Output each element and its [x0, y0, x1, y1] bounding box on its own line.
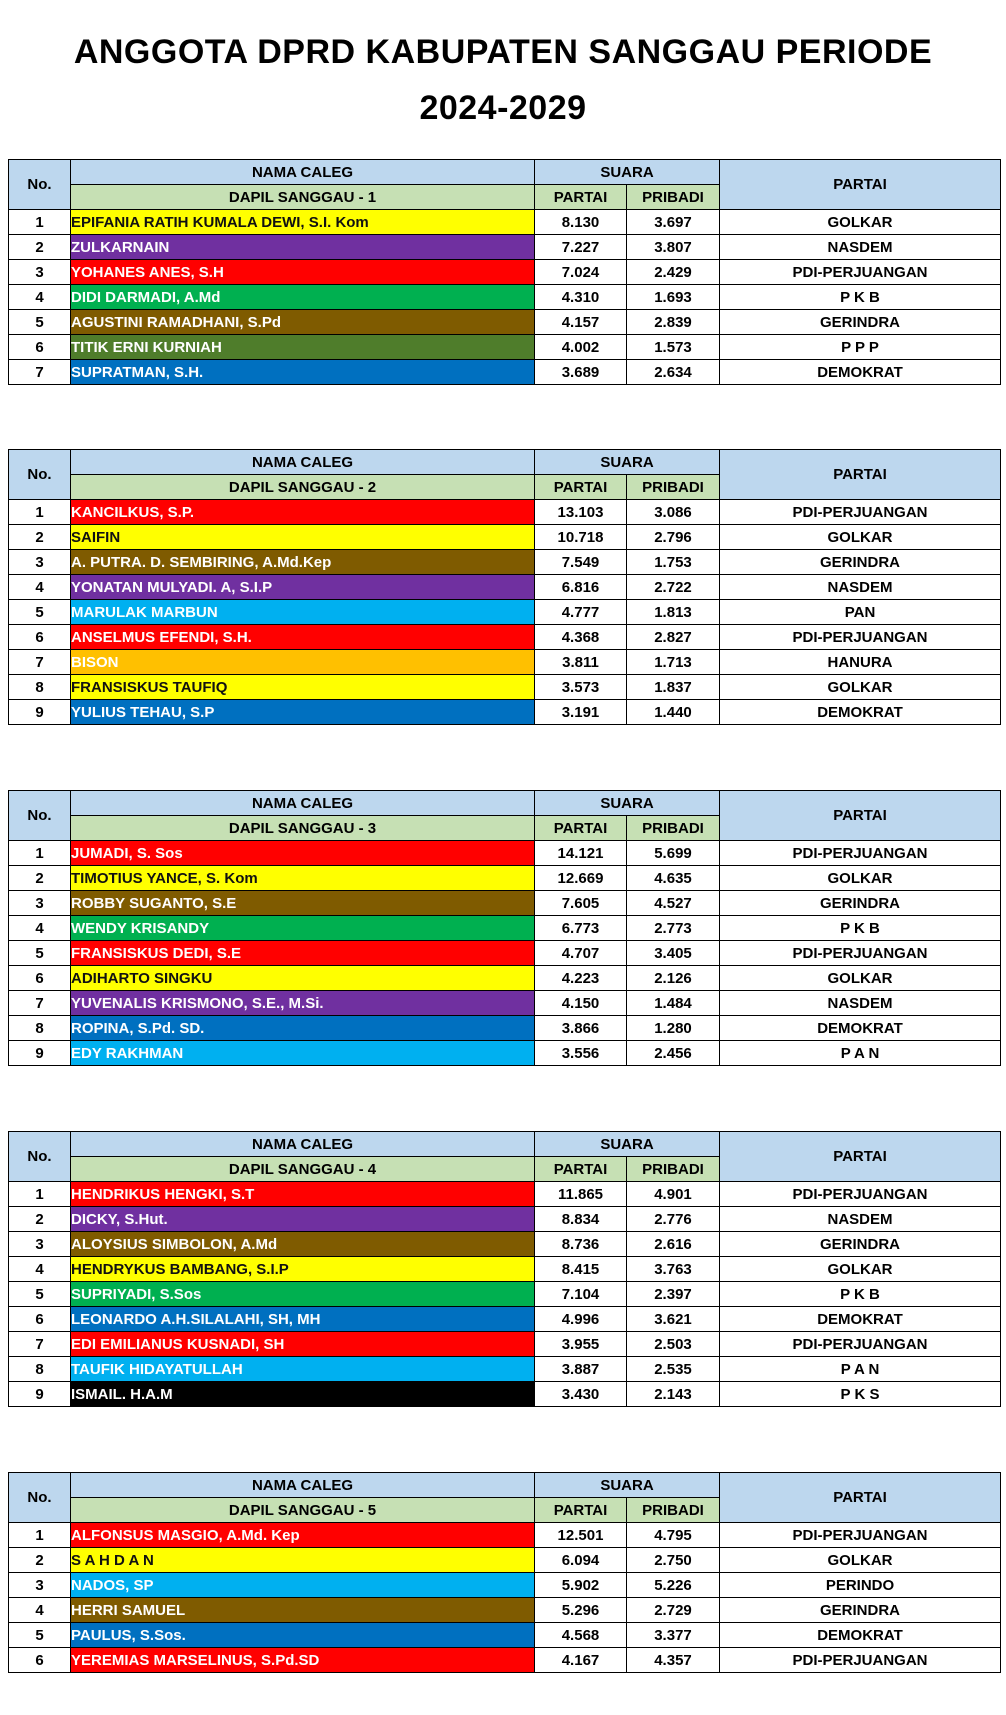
party-name: GOLKAR	[720, 675, 1001, 700]
candidate-name: BISON	[71, 650, 535, 675]
votes-pribadi: 2.796	[627, 525, 720, 550]
header-partai: PARTAI	[720, 160, 1001, 210]
votes-pribadi: 1.484	[627, 991, 720, 1016]
votes-partai: 5.902	[535, 1573, 627, 1598]
votes-partai: 3.689	[535, 360, 627, 385]
table-row	[9, 1548, 1001, 1573]
candidate-name: EPIFANIA RATIH KUMALA DEWI, S.I. Kom	[71, 210, 535, 235]
party-name: NASDEM	[720, 575, 1001, 600]
table-row	[9, 360, 1001, 385]
header-suara-partai: PARTAI	[535, 1157, 627, 1182]
row-number: 2	[9, 525, 71, 550]
votes-pribadi: 1.813	[627, 600, 720, 625]
row-number: 7	[9, 360, 71, 385]
candidate-name: AGUSTINI RAMADHANI, S.Pd	[71, 310, 535, 335]
votes-partai: 4.002	[535, 335, 627, 360]
votes-pribadi: 2.143	[627, 1382, 720, 1407]
party-name: DEMOKRAT	[720, 700, 1001, 725]
row-number: 1	[9, 210, 71, 235]
votes-pribadi: 1.753	[627, 550, 720, 575]
party-name: GOLKAR	[720, 525, 1001, 550]
votes-pribadi: 1.573	[627, 335, 720, 360]
candidate-name: SAIFIN	[71, 525, 535, 550]
row-number: 6	[9, 1648, 71, 1673]
party-name: PERINDO	[720, 1573, 1001, 1598]
header-nama-caleg: NAMA CALEG	[71, 160, 535, 185]
votes-pribadi: 4.527	[627, 891, 720, 916]
dapil-table	[8, 1472, 1001, 1673]
party-name: P A N	[720, 1357, 1001, 1382]
header-suara-pribadi: PRIBADI	[627, 1157, 720, 1182]
votes-pribadi: 1.837	[627, 675, 720, 700]
row-number: 5	[9, 600, 71, 625]
table-row	[9, 210, 1001, 235]
votes-pribadi: 1.280	[627, 1016, 720, 1041]
votes-partai: 8.834	[535, 1207, 627, 1232]
table-row	[9, 525, 1001, 550]
party-name: P K B	[720, 1282, 1001, 1307]
table-row	[9, 235, 1001, 260]
table-row	[9, 1357, 1001, 1382]
table-row	[9, 335, 1001, 360]
row-number: 8	[9, 1357, 71, 1382]
votes-partai: 4.568	[535, 1623, 627, 1648]
party-name: P K S	[720, 1382, 1001, 1407]
votes-pribadi: 2.773	[627, 916, 720, 941]
header-partai: PARTAI	[720, 791, 1001, 841]
header-partai: PARTAI	[720, 1132, 1001, 1182]
table-row	[9, 310, 1001, 335]
row-number: 2	[9, 1548, 71, 1573]
table-row	[9, 260, 1001, 285]
header-suara-partai: PARTAI	[535, 475, 627, 500]
row-number: 6	[9, 966, 71, 991]
candidate-name: NADOS, SP	[71, 1573, 535, 1598]
votes-partai: 4.150	[535, 991, 627, 1016]
votes-partai: 7.024	[535, 260, 627, 285]
votes-partai: 4.167	[535, 1648, 627, 1673]
table-row	[9, 1523, 1001, 1548]
candidate-name: YONATAN MULYADI. A, S.I.P	[71, 575, 535, 600]
votes-partai: 5.296	[535, 1598, 627, 1623]
votes-partai: 12.669	[535, 866, 627, 891]
table-row	[9, 1016, 1001, 1041]
party-name: PDI-PERJUANGAN	[720, 260, 1001, 285]
header-suara: SUARA	[535, 791, 720, 816]
party-name: PAN	[720, 600, 1001, 625]
votes-pribadi: 4.635	[627, 866, 720, 891]
row-number: 3	[9, 1573, 71, 1598]
row-number: 9	[9, 700, 71, 725]
table-row	[9, 1623, 1001, 1648]
row-number: 2	[9, 866, 71, 891]
votes-partai: 6.773	[535, 916, 627, 941]
row-number: 5	[9, 1623, 71, 1648]
table-row	[9, 285, 1001, 310]
votes-pribadi: 2.634	[627, 360, 720, 385]
candidate-name: ISMAIL. H.A.M	[71, 1382, 535, 1407]
votes-partai: 13.103	[535, 500, 627, 525]
votes-partai: 7.549	[535, 550, 627, 575]
candidate-name: YULIUS TEHAU, S.P	[71, 700, 535, 725]
candidate-name: FRANSISKUS DEDI, S.E	[71, 941, 535, 966]
header-no: No.	[9, 1132, 71, 1182]
table-row	[9, 966, 1001, 991]
row-number: 7	[9, 1332, 71, 1357]
votes-partai: 7.104	[535, 1282, 627, 1307]
votes-partai: 14.121	[535, 841, 627, 866]
votes-partai: 7.605	[535, 891, 627, 916]
table-row	[9, 841, 1001, 866]
votes-partai: 4.777	[535, 600, 627, 625]
votes-pribadi: 2.429	[627, 260, 720, 285]
party-name: PDI-PERJUANGAN	[720, 941, 1001, 966]
party-name: P P P	[720, 335, 1001, 360]
votes-pribadi: 2.616	[627, 1232, 720, 1257]
votes-partai: 8.130	[535, 210, 627, 235]
title-line-1: ANGGOTA DPRD KABUPATEN SANGGAU PERIODE	[73, 33, 933, 71]
dapil-table	[8, 449, 1001, 725]
candidate-name: TAUFIK HIDAYATULLAH	[71, 1357, 535, 1382]
votes-pribadi: 5.699	[627, 841, 720, 866]
table-row	[9, 1232, 1001, 1257]
table-row	[9, 941, 1001, 966]
page-title	[0, 0, 1006, 136]
table-row	[9, 1041, 1001, 1066]
row-number: 8	[9, 675, 71, 700]
row-number: 2	[9, 235, 71, 260]
party-name: PDI-PERJUANGAN	[720, 841, 1001, 866]
candidate-name: EDY RAKHMAN	[71, 1041, 535, 1066]
votes-pribadi: 4.357	[627, 1648, 720, 1673]
header-nama-caleg: NAMA CALEG	[71, 791, 535, 816]
votes-pribadi: 3.405	[627, 941, 720, 966]
header-no: No.	[9, 1473, 71, 1523]
party-name: P K B	[720, 285, 1001, 310]
candidate-name: ROBBY SUGANTO, S.E	[71, 891, 535, 916]
dapil-label: DAPIL SANGGAU - 1	[71, 185, 535, 210]
votes-partai: 10.718	[535, 525, 627, 550]
header-suara-pribadi: PRIBADI	[627, 185, 720, 210]
votes-pribadi: 4.901	[627, 1182, 720, 1207]
votes-pribadi: 5.226	[627, 1573, 720, 1598]
row-number: 4	[9, 285, 71, 310]
header-no: No.	[9, 791, 71, 841]
votes-pribadi: 2.729	[627, 1598, 720, 1623]
candidate-name: MARULAK MARBUN	[71, 600, 535, 625]
dapil-label: DAPIL SANGGAU - 5	[71, 1498, 535, 1523]
votes-partai: 3.191	[535, 700, 627, 725]
header-suara-partai: PARTAI	[535, 185, 627, 210]
votes-pribadi: 2.839	[627, 310, 720, 335]
table-row	[9, 1573, 1001, 1598]
table-row	[9, 1257, 1001, 1282]
header-suara-partai: PARTAI	[535, 816, 627, 841]
dapil-label: DAPIL SANGGAU - 3	[71, 816, 535, 841]
votes-pribadi: 2.126	[627, 966, 720, 991]
header-nama-caleg: NAMA CALEG	[71, 1473, 535, 1498]
votes-pribadi: 2.397	[627, 1282, 720, 1307]
header-partai: PARTAI	[720, 1473, 1001, 1523]
header-suara: SUARA	[535, 1473, 720, 1498]
candidate-name: ADIHARTO SINGKU	[71, 966, 535, 991]
header-suara-pribadi: PRIBADI	[627, 1498, 720, 1523]
votes-partai: 3.955	[535, 1332, 627, 1357]
table-row	[9, 675, 1001, 700]
candidate-name: KANCILKUS, S.P.	[71, 500, 535, 525]
candidate-name: PAULUS, S.Sos.	[71, 1623, 535, 1648]
candidate-name: S A H D A N	[71, 1548, 535, 1573]
row-number: 1	[9, 500, 71, 525]
votes-pribadi: 3.621	[627, 1307, 720, 1332]
candidate-name: FRANSISKUS TAUFIQ	[71, 675, 535, 700]
party-name: GERINDRA	[720, 550, 1001, 575]
party-name: GERINDRA	[720, 1598, 1001, 1623]
table-row	[9, 650, 1001, 675]
candidate-name: LEONARDO A.H.SILALAHI, SH, MH	[71, 1307, 535, 1332]
candidate-name: ALFONSUS MASGIO, A.Md. Kep	[71, 1523, 535, 1548]
row-number: 6	[9, 625, 71, 650]
header-suara: SUARA	[535, 450, 720, 475]
header-suara-pribadi: PRIBADI	[627, 816, 720, 841]
votes-pribadi: 3.086	[627, 500, 720, 525]
row-number: 6	[9, 1307, 71, 1332]
votes-pribadi: 2.535	[627, 1357, 720, 1382]
votes-partai: 3.866	[535, 1016, 627, 1041]
dapil-table	[8, 159, 1001, 385]
row-number: 2	[9, 1207, 71, 1232]
row-number: 4	[9, 575, 71, 600]
table-row	[9, 891, 1001, 916]
party-name: HANURA	[720, 650, 1001, 675]
table-row	[9, 916, 1001, 941]
row-number: 1	[9, 1182, 71, 1207]
votes-partai: 4.368	[535, 625, 627, 650]
table-row	[9, 1648, 1001, 1673]
row-number: 9	[9, 1382, 71, 1407]
party-name: PDI-PERJUANGAN	[720, 1182, 1001, 1207]
votes-pribadi: 2.722	[627, 575, 720, 600]
header-nama-caleg: NAMA CALEG	[71, 1132, 535, 1157]
votes-partai: 6.094	[535, 1548, 627, 1573]
candidate-name: HERRI SAMUEL	[71, 1598, 535, 1623]
row-number: 8	[9, 1016, 71, 1041]
votes-partai: 3.811	[535, 650, 627, 675]
row-number: 9	[9, 1041, 71, 1066]
table-row	[9, 866, 1001, 891]
party-name: NASDEM	[720, 235, 1001, 260]
table-row	[9, 575, 1001, 600]
votes-pribadi: 3.377	[627, 1623, 720, 1648]
candidate-name: ROPINA, S.Pd. SD.	[71, 1016, 535, 1041]
row-number: 3	[9, 550, 71, 575]
header-partai: PARTAI	[720, 450, 1001, 500]
votes-pribadi: 3.807	[627, 235, 720, 260]
table-row	[9, 1332, 1001, 1357]
votes-partai: 4.310	[535, 285, 627, 310]
votes-partai: 3.573	[535, 675, 627, 700]
table-row	[9, 1307, 1001, 1332]
votes-pribadi: 3.763	[627, 1257, 720, 1282]
header-suara: SUARA	[535, 1132, 720, 1157]
party-name: GOLKAR	[720, 866, 1001, 891]
party-name: GOLKAR	[720, 210, 1001, 235]
party-name: P A N	[720, 1041, 1001, 1066]
row-number: 1	[9, 841, 71, 866]
votes-partai: 7.227	[535, 235, 627, 260]
row-number: 5	[9, 310, 71, 335]
party-name: DEMOKRAT	[720, 360, 1001, 385]
votes-partai: 3.556	[535, 1041, 627, 1066]
table-row	[9, 1207, 1001, 1232]
row-number: 5	[9, 941, 71, 966]
votes-pribadi: 1.713	[627, 650, 720, 675]
candidate-name: YOHANES ANES, S.H	[71, 260, 535, 285]
candidate-name: DIDI DARMADI, A.Md	[71, 285, 535, 310]
table-row	[9, 1382, 1001, 1407]
row-number: 3	[9, 891, 71, 916]
candidate-name: WENDY KRISANDY	[71, 916, 535, 941]
party-name: DEMOKRAT	[720, 1623, 1001, 1648]
row-number: 4	[9, 1257, 71, 1282]
party-name: GERINDRA	[720, 1232, 1001, 1257]
party-name: NASDEM	[720, 991, 1001, 1016]
party-name: GOLKAR	[720, 1548, 1001, 1573]
candidate-name: DICKY, S.Hut.	[71, 1207, 535, 1232]
votes-pribadi: 2.503	[627, 1332, 720, 1357]
party-name: GERINDRA	[720, 891, 1001, 916]
votes-pribadi: 2.456	[627, 1041, 720, 1066]
votes-partai: 4.223	[535, 966, 627, 991]
candidate-name: TIMOTIUS YANCE, S. Kom	[71, 866, 535, 891]
party-name: GOLKAR	[720, 1257, 1001, 1282]
table-row	[9, 550, 1001, 575]
party-name: NASDEM	[720, 1207, 1001, 1232]
candidate-name: ALOYSIUS SIMBOLON, A.Md	[71, 1232, 535, 1257]
votes-pribadi: 2.827	[627, 625, 720, 650]
party-name: PDI-PERJUANGAN	[720, 500, 1001, 525]
table-row	[9, 700, 1001, 725]
candidate-name: ZULKARNAIN	[71, 235, 535, 260]
votes-pribadi: 3.697	[627, 210, 720, 235]
party-name: PDI-PERJUANGAN	[720, 625, 1001, 650]
votes-pribadi: 4.795	[627, 1523, 720, 1548]
votes-pribadi: 1.693	[627, 285, 720, 310]
candidate-name: HENDRYKUS BAMBANG, S.I.P	[71, 1257, 535, 1282]
row-number: 6	[9, 335, 71, 360]
dapil-label: DAPIL SANGGAU - 4	[71, 1157, 535, 1182]
candidate-name: A. PUTRA. D. SEMBIRING, A.Md.Kep	[71, 550, 535, 575]
candidate-name: ANSELMUS EFENDI, S.H.	[71, 625, 535, 650]
votes-partai: 12.501	[535, 1523, 627, 1548]
dapil-label: DAPIL SANGGAU - 2	[71, 475, 535, 500]
votes-pribadi: 1.440	[627, 700, 720, 725]
party-name: DEMOKRAT	[720, 1307, 1001, 1332]
votes-pribadi: 2.750	[627, 1548, 720, 1573]
votes-partai: 3.887	[535, 1357, 627, 1382]
votes-partai: 6.816	[535, 575, 627, 600]
candidate-name: JUMADI, S. Sos	[71, 841, 535, 866]
candidate-name: YUVENALIS KRISMONO, S.E., M.Si.	[71, 991, 535, 1016]
party-name: PDI-PERJUANGAN	[720, 1332, 1001, 1357]
dapil-table	[8, 1131, 1001, 1407]
row-number: 1	[9, 1523, 71, 1548]
row-number: 4	[9, 916, 71, 941]
votes-partai: 4.996	[535, 1307, 627, 1332]
votes-partai: 8.415	[535, 1257, 627, 1282]
row-number: 7	[9, 650, 71, 675]
candidate-name: HENDRIKUS HENGKI, S.T	[71, 1182, 535, 1207]
row-number: 3	[9, 260, 71, 285]
header-no: No.	[9, 160, 71, 210]
title-line-2: 2024-2029	[419, 89, 587, 127]
party-name: DEMOKRAT	[720, 1016, 1001, 1041]
table-row	[9, 1282, 1001, 1307]
row-number: 7	[9, 991, 71, 1016]
header-suara: SUARA	[535, 160, 720, 185]
table-row	[9, 625, 1001, 650]
header-suara-partai: PARTAI	[535, 1498, 627, 1523]
row-number: 4	[9, 1598, 71, 1623]
header-no: No.	[9, 450, 71, 500]
votes-partai: 4.157	[535, 310, 627, 335]
candidate-name: SUPRATMAN, S.H.	[71, 360, 535, 385]
dapil-table	[8, 790, 1001, 1066]
party-name: GOLKAR	[720, 966, 1001, 991]
table-row	[9, 1182, 1001, 1207]
party-name: PDI-PERJUANGAN	[720, 1648, 1001, 1673]
votes-partai: 8.736	[535, 1232, 627, 1257]
row-number: 5	[9, 1282, 71, 1307]
party-name: GERINDRA	[720, 310, 1001, 335]
table-row	[9, 991, 1001, 1016]
header-suara-pribadi: PRIBADI	[627, 475, 720, 500]
votes-pribadi: 2.776	[627, 1207, 720, 1232]
header-nama-caleg: NAMA CALEG	[71, 450, 535, 475]
row-number: 3	[9, 1232, 71, 1257]
party-name: PDI-PERJUANGAN	[720, 1523, 1001, 1548]
candidate-name: SUPRIYADI, S.Sos	[71, 1282, 535, 1307]
votes-partai: 3.430	[535, 1382, 627, 1407]
table-row	[9, 600, 1001, 625]
votes-partai: 4.707	[535, 941, 627, 966]
votes-partai: 11.865	[535, 1182, 627, 1207]
candidate-name: EDI EMILIANUS KUSNADI, SH	[71, 1332, 535, 1357]
table-row	[9, 500, 1001, 525]
table-row	[9, 1598, 1001, 1623]
candidate-name: YEREMIAS MARSELINUS, S.Pd.SD	[71, 1648, 535, 1673]
candidate-name: TITIK ERNI KURNIAH	[71, 335, 535, 360]
party-name: P K B	[720, 916, 1001, 941]
